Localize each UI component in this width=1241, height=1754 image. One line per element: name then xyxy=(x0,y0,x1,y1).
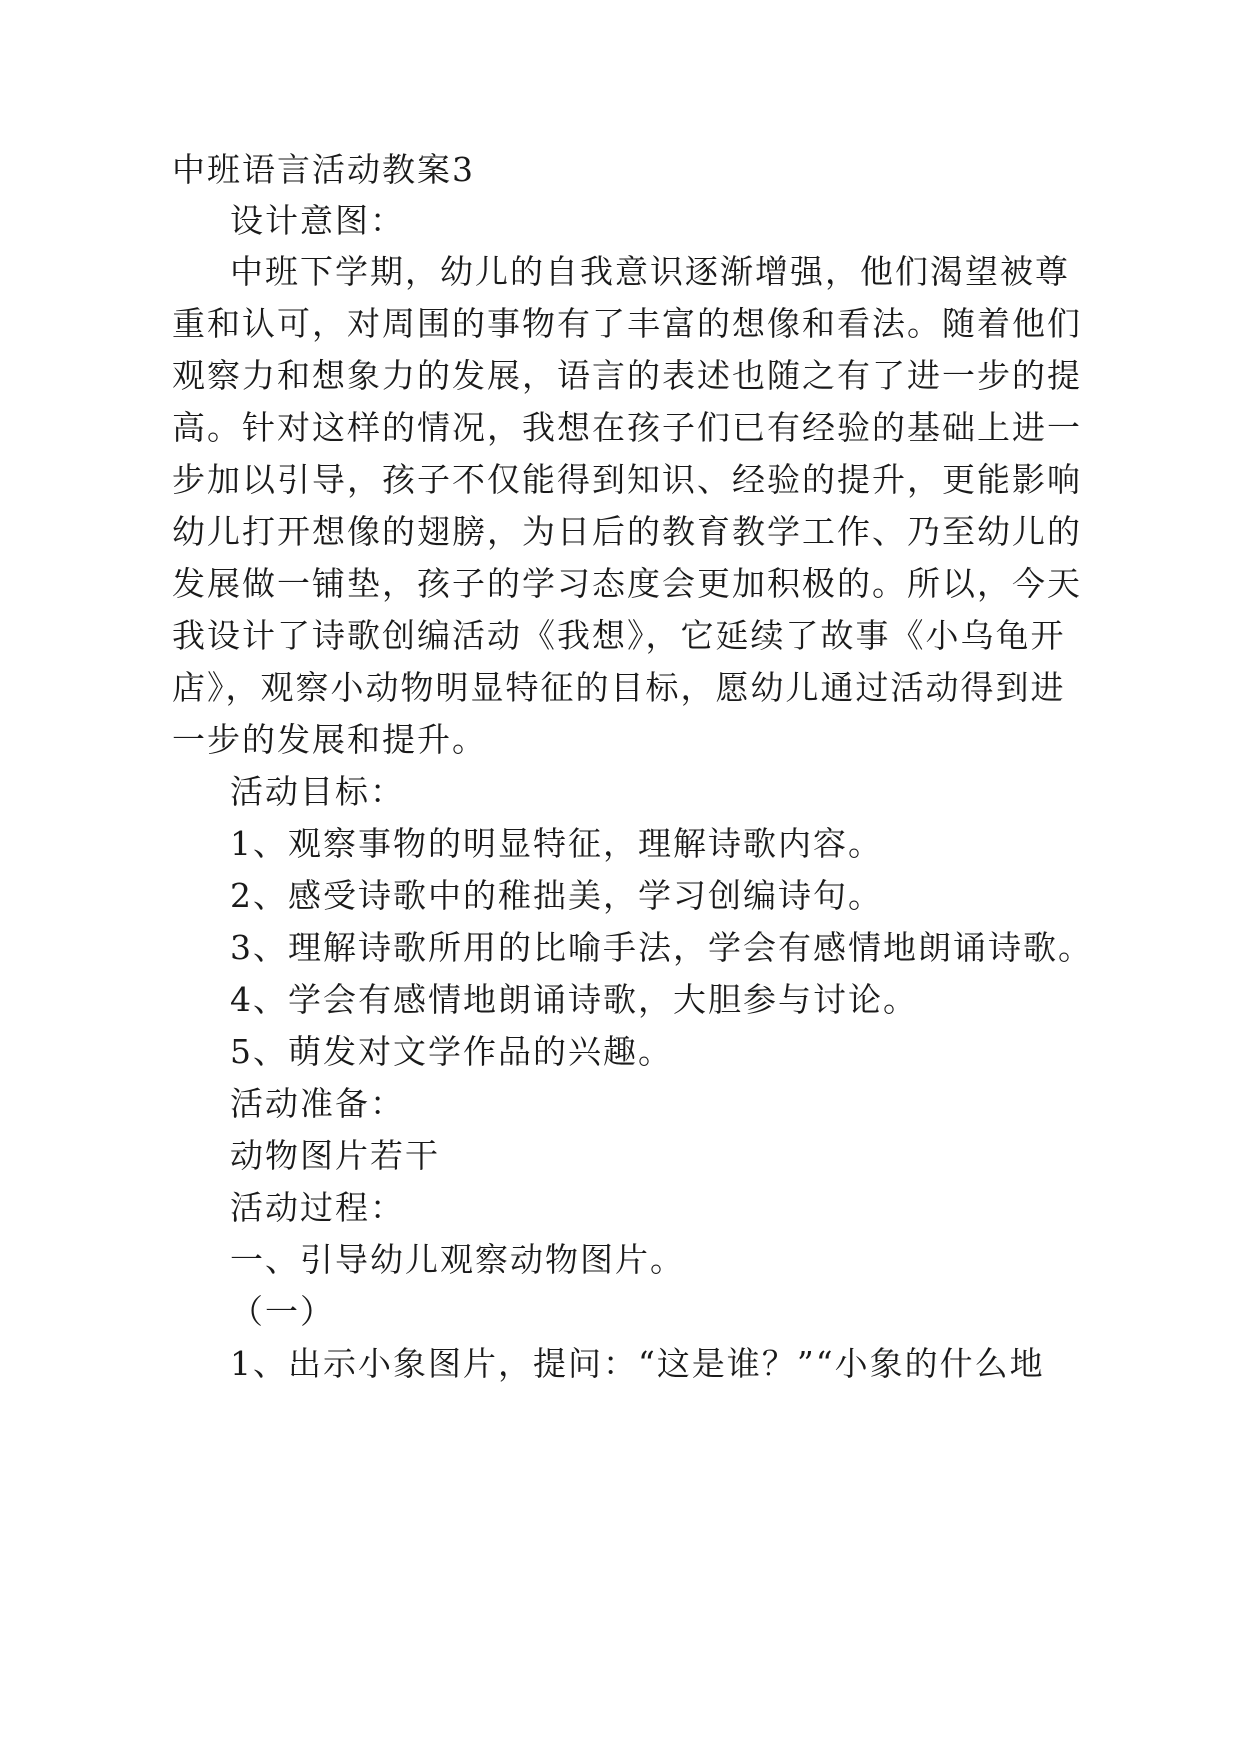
prep-content: 动物图片若干 xyxy=(230,1136,440,1175)
goal-item: 2、感受诗歌中的稚拙美，学习创编诗句。 xyxy=(230,876,883,915)
design-intent-line: 步加以引导，孩子不仅能得到知识、经验的提升，更能影响 xyxy=(172,460,1082,499)
document-title: 中班语言活动教案3 xyxy=(172,150,475,189)
design-intent-line: 高。针对这样的情况，我想在孩子们已有经验的基础上进一 xyxy=(172,408,1082,447)
prep-heading: 活动准备： xyxy=(230,1084,405,1123)
design-intent-line: 店》，观察小动物明显特征的目标，愿幼儿通过活动得到进 xyxy=(172,668,1066,707)
goal-item: 1、观察事物的明显特征，理解诗歌内容。 xyxy=(230,824,883,863)
design-intent-line: 发展做一铺垫，孩子的学习态度会更加积极的。所以，今天 xyxy=(172,564,1082,603)
process-item: 1、出示小象图片，提问：“这是谁？”“小象的什么地 xyxy=(230,1344,1045,1383)
process-heading: 活动过程： xyxy=(230,1188,405,1227)
design-intent-line: 重和认可，对周围的事物有了丰富的想像和看法。随着他们 xyxy=(172,304,1082,343)
design-intent-line: 一步的发展和提升。 xyxy=(172,720,487,759)
goals-heading: 活动目标： xyxy=(230,772,405,811)
design-intent-line: 观察力和想象力的发展，语言的表述也随之有了进一步的提 xyxy=(172,356,1082,395)
process-subsection: （一） xyxy=(230,1292,335,1331)
design-intent-line: 我设计了诗歌创编活动《我想》，它延续了故事《小乌龟开 xyxy=(172,616,1066,655)
goal-item: 3、理解诗歌所用的比喻手法，学会有感情地朗诵诗歌。 xyxy=(230,928,1093,967)
process-step: 一、引导幼儿观察动物图片。 xyxy=(230,1240,685,1279)
goal-item: 5、萌发对文学作品的兴趣。 xyxy=(230,1032,673,1071)
design-intent-line: 中班下学期，幼儿的自我意识逐渐增强，他们渴望被尊 xyxy=(230,252,1070,291)
goal-item: 4、学会有感情地朗诵诗歌，大胆参与讨论。 xyxy=(230,980,918,1019)
design-intent-heading: 设计意图： xyxy=(230,201,405,240)
design-intent-line: 幼儿打开想像的翅膀，为日后的教育教学工作、乃至幼儿的 xyxy=(172,512,1082,551)
